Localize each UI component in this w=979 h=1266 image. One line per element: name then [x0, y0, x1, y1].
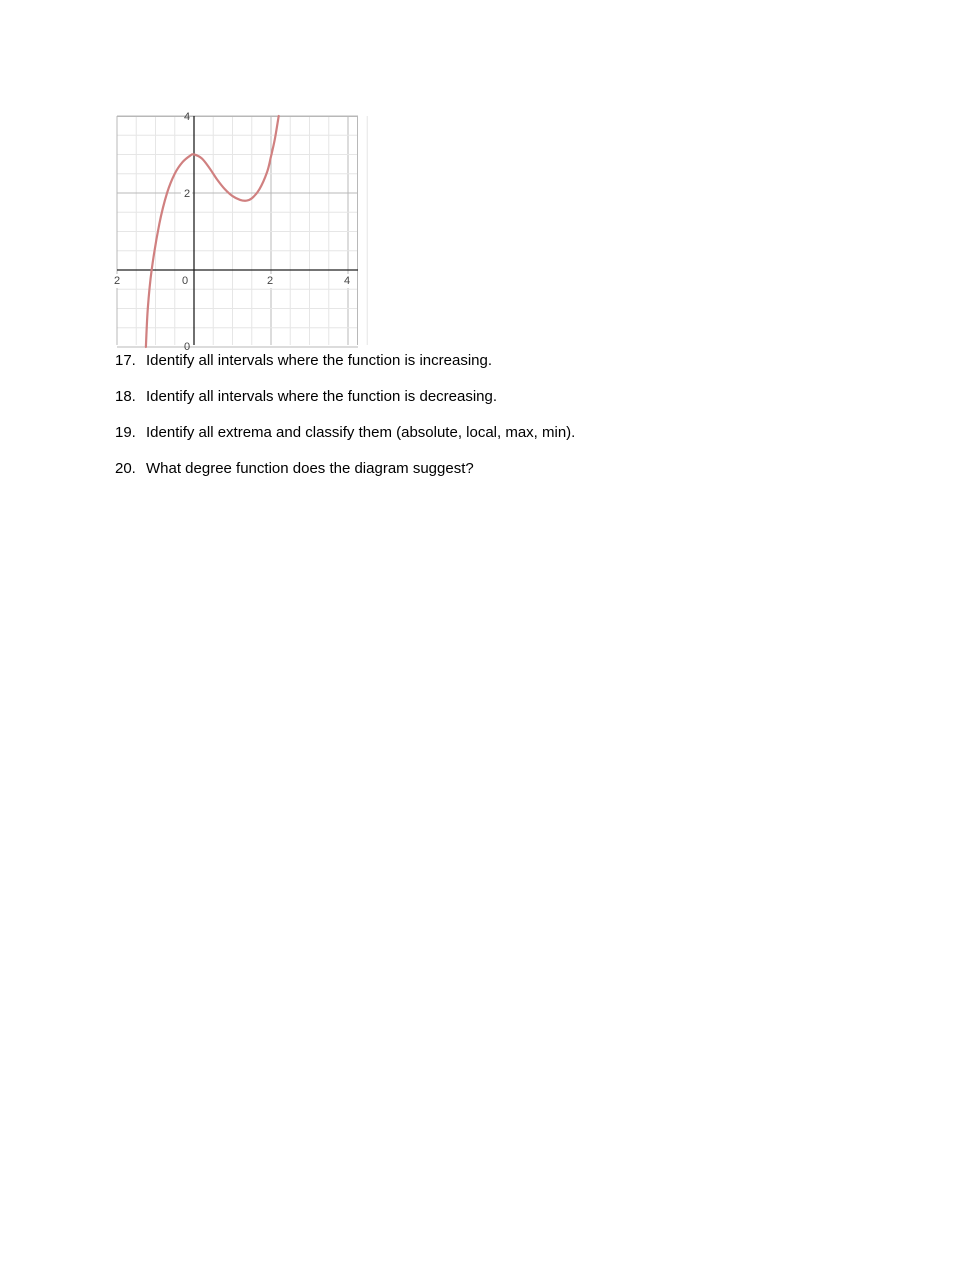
axes: [117, 116, 358, 345]
question-number: 20.: [115, 460, 136, 477]
question-text: Identify all extrema and classify them (absolute, local, max, min).: [146, 424, 576, 441]
question-number: 18.: [115, 388, 136, 405]
question-number: 17.: [115, 352, 136, 369]
x-tick-label-2: 2: [266, 275, 274, 287]
question-number: 19.: [115, 424, 136, 441]
question-item: [115, 457, 575, 493]
question-text: What degree function does the diagram suggest?: [146, 460, 474, 477]
y-tick-label-neg2: 0: [183, 341, 191, 353]
x-tick-label-4: 4: [343, 275, 351, 287]
question-item: [115, 349, 575, 385]
question-item: [115, 385, 575, 421]
y-tick-label-2: 2: [183, 188, 191, 200]
function-graph: [113, 111, 358, 353]
graph-canvas: [113, 111, 358, 353]
x-tick-label-0: 0: [181, 275, 189, 287]
y-tick-label-4: 4: [183, 111, 191, 123]
question-list: [115, 349, 575, 493]
question-text: Identify all intervals where the function is increasing.: [146, 352, 493, 369]
x-tick-label-neg2: 2: [113, 275, 121, 287]
grid: [117, 116, 367, 347]
question-item: [115, 421, 575, 457]
question-text: Identify all intervals where the function is decreasing.: [146, 388, 498, 405]
